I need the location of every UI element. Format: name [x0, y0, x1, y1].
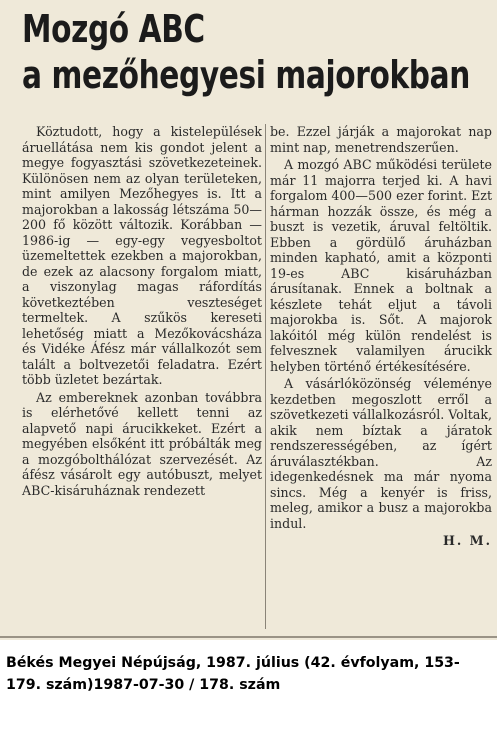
- headline-line-1: Mozgó ABC: [22, 7, 205, 51]
- author-signature: H. M.: [443, 533, 492, 548]
- paragraph: A mozgó ABC működési területe már 11 majorra terjed ki. A havi forgalom 400—500 ezer forint. Ezt hárman hozzák össze, és még a buszt is vezetik, áruval feltöltik. Ebben a gördülő áruházban minden kapható, amit a központi 19-es ABC kisáruházban árusítanak. Ennek a boltnak a készlete tehát eljut a távoli majorokba is. Sőt. A majorok lakóitól még külön rendelést is felvesznek valamilyen árucikk helyben történő értékesítésére.: [270, 157, 492, 374]
- paragraph: Köztudott, hogy a kistelepülések áruellátása nem kis gondot jelent a megye fogyasztási szövetkezeteinek. Különösen nem az olyan területeken, mint amilyen Mezőhegyes is. Itt a majorokban a lakosság létszáma 50—200 fő között változik. Korábban — 1986-ig — egy-egy vegyesboltot üzemeltettek ezekben a majorokban, de ezek az alacsony forgalom miatt, a viszonylag magas ráfordítás következtében veszteséget termeltek. A szűkös kereseti lehetőség miatt a Mezőkovácsháza és Vidéke Áfész már vállalkozót sem talált a boltvezetői feladatra. Ezért több üzletet bezártak.: [22, 124, 262, 387]
- clipping-bottom-rule: [0, 636, 497, 638]
- source-caption: Békés Megyei Népújság, 1987. július (42. évfolyam, 153-179. szám)1987-07-30 / 178. szám: [6, 655, 460, 693]
- article-column-right: [270, 124, 492, 549]
- article-headline: [22, 6, 492, 98]
- column-divider: [265, 124, 266, 629]
- paragraph: Az embereknek azonban továbbra is elérhetővé kellett tenni az alapvető napi árucikkeket. Ezért a megyében elsőként itt próbálták meg a mozgóbolthálózat szervezését. Az áfész vásárolt egy autóbuszt, melyet ABC-kisáruháznak rendezett: [22, 389, 262, 498]
- article-column-left: [22, 124, 262, 500]
- paragraph: be. Ezzel járják a majorokat nap mint nap, menetrendszerűen.: [270, 124, 492, 155]
- paragraph: A vásárlóközönség véleménye kezdetben megoszlott erről a szövetkezeti vállalkozásról. Voltak, akik nem bíztak a járatok rendszerességében, az ígért áruválasztékban. Az idegenkedésnek ma már nyoma sincs. Még a kenyér is friss, meleg, amikor a busz a majorokba indul.: [270, 376, 492, 531]
- headline-line-2: a mezőhegyesi majorokban: [22, 53, 470, 97]
